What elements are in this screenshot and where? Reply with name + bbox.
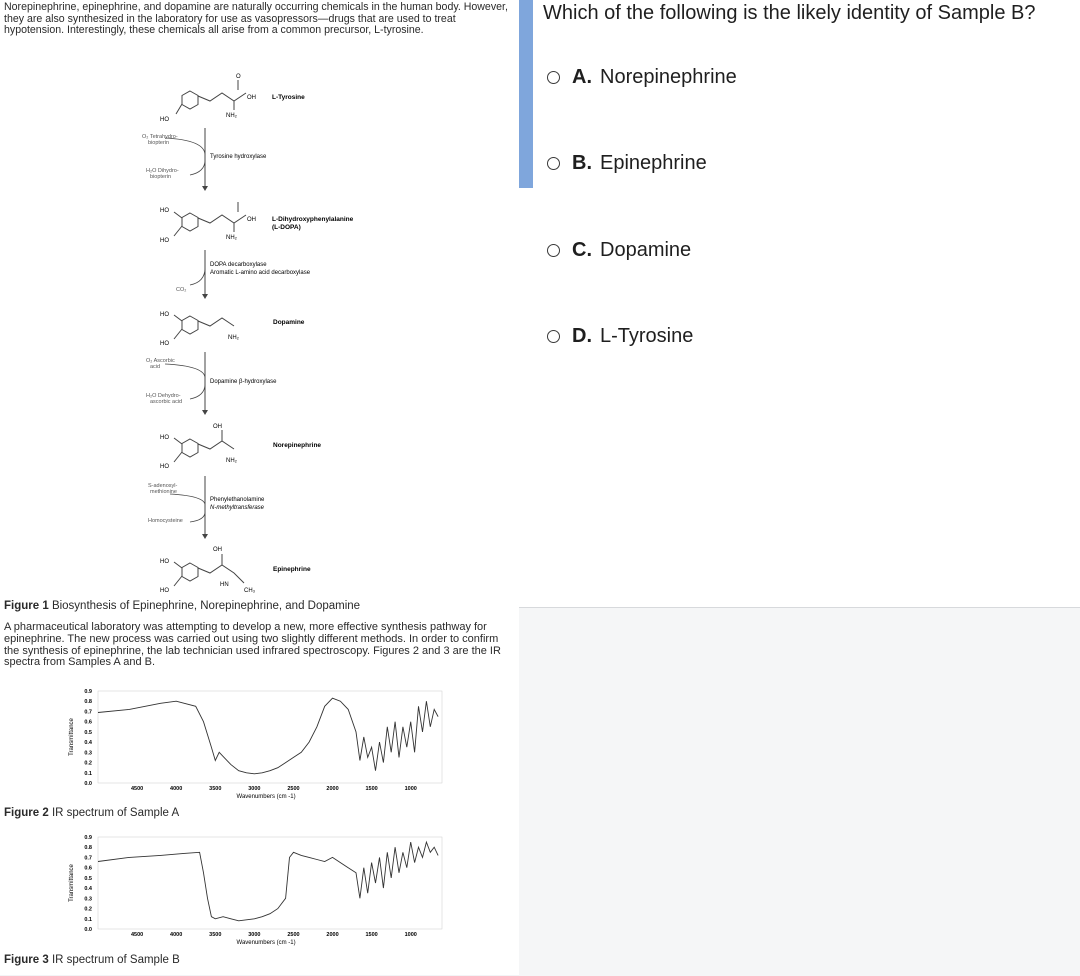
y-tick-label: 0.7 <box>84 709 92 716</box>
enzyme-pnmt-1: Phenylethanolamine <box>210 497 265 503</box>
option-label: Epinephrine <box>600 151 707 174</box>
tyrosine-structure <box>160 74 305 123</box>
y-axis-label: Transmittance <box>69 864 75 902</box>
cofactor-in-1b: biopterin <box>148 140 170 146</box>
answer-option-b[interactable] <box>547 148 707 178</box>
figure3-caption <box>4 954 180 966</box>
option-letter: D. <box>572 324 592 347</box>
y-tick-label: 0.4 <box>84 886 92 893</box>
cofactor-out-3: Homocysteine <box>148 518 183 524</box>
figure1-caption-text: Biosynthesis of Epinephrine, Norepinephrine, and Dopamine <box>51 600 361 612</box>
y-tick-label: 0.8 <box>84 699 92 706</box>
y-tick-label: 0.0 <box>84 927 92 933</box>
radio-icon[interactable] <box>547 244 560 257</box>
x-tick-label: 1500 <box>365 786 378 792</box>
y-tick-label: 0.6 <box>84 719 92 726</box>
figure2-caption-text: IR spectrum of Sample A <box>51 807 180 819</box>
spectrum-line <box>98 698 438 774</box>
tyrosine-ho-label: HO <box>160 117 169 123</box>
x-tick-label: 4000 <box>170 786 183 792</box>
option-letter: C. <box>572 238 592 261</box>
option-label: L-Tyrosine <box>600 324 694 347</box>
y-tick-label: 0.9 <box>84 835 92 841</box>
x-axis-label: Wavenumbers (cm -1) <box>236 940 296 946</box>
passage-intro: Norepinephrine, epinephrine, and dopamine are naturally occurring chemicals in the human body. However, they are also synthesized in the laboratory for use as vasopressors—drugs that are used to treat hypotension. Interestingly, these chemicals all arise from a common precursor, L-tyrosine. <box>4 1 508 37</box>
enzyme-dopamine-hydroxylase: Dopamine β-hydroxylase <box>210 379 277 385</box>
y-axis-label: Transmittance <box>69 718 75 756</box>
y-tick-label: 0.0 <box>84 781 92 787</box>
epinephrine-ho2-label: HO <box>160 588 169 594</box>
figure3-caption-text: IR spectrum of Sample B <box>51 954 180 966</box>
figure3-number: Figure 3 <box>4 954 49 966</box>
figure1-number: Figure 1 <box>4 600 49 612</box>
x-tick-label: 4500 <box>130 932 144 938</box>
epinephrine-hn-label: HN <box>220 582 229 588</box>
ldopa-ho2-label: HO <box>160 238 169 244</box>
epinephrine-ch3-label: CH₃ <box>244 588 256 594</box>
norepinephrine-oh-label: OH <box>213 424 222 430</box>
cofactor-in-2b: acid <box>150 364 161 370</box>
y-tick-label: 0.6 <box>84 865 92 872</box>
enzyme-dopa-decarboxylase: DOPA decarboxylase <box>210 262 267 268</box>
y-tick-label: 0.2 <box>84 760 92 767</box>
x-tick-label: 1500 <box>365 932 378 938</box>
y-tick-label: 0.2 <box>84 906 92 913</box>
y-tick-label: 0.8 <box>84 845 92 852</box>
option-label: Dopamine <box>600 238 692 261</box>
answer-option-a[interactable] <box>547 62 737 92</box>
y-tick-label: 0.4 <box>84 740 92 747</box>
radio-icon[interactable] <box>547 157 560 170</box>
dopamine-nh2-label: NH₂ <box>228 335 239 341</box>
ldopa-ho1-label: HO <box>160 208 169 214</box>
norepinephrine-ho1-label: HO <box>160 435 169 441</box>
norepinephrine-nh2-label: NH₂ <box>226 458 237 464</box>
cofactor-in-2: O₂ Ascorbic <box>146 358 175 364</box>
option-letter: B. <box>572 151 592 174</box>
ldopa-nh2-label: NH₂ <box>226 235 237 241</box>
x-tick-label: 2000 <box>326 786 339 792</box>
answer-option-d[interactable] <box>547 321 693 351</box>
x-tick-label: 2500 <box>287 932 300 938</box>
y-tick-label: 0.5 <box>84 729 92 736</box>
compound-label-dopamine: Dopamine <box>273 319 305 326</box>
spectrum-line <box>98 842 438 921</box>
figure1-caption <box>4 600 360 612</box>
y-tick-label: 0.5 <box>84 875 92 882</box>
x-axis-label: Wavenumbers (cm -1) <box>236 794 296 800</box>
question-accent-bar <box>519 0 533 188</box>
cofactor-in-3: S-adenosyl- <box>148 483 178 489</box>
y-tick-label: 0.1 <box>84 916 92 923</box>
passage-panel <box>0 0 519 975</box>
cofactor-out-co2: CO₂ <box>176 287 187 293</box>
norepinephrine-ho2-label: HO <box>160 464 169 470</box>
figure2-caption <box>4 807 179 819</box>
cofactor-in-1: O₂ Tetrahydro- <box>142 134 178 140</box>
tyrosine-o-label: O <box>236 74 241 80</box>
x-tick-label: 2500 <box>287 786 300 792</box>
tyrosine-nh2-label: NH₂ <box>226 113 237 119</box>
biosynthesis-figure <box>0 0 519 600</box>
cofactor-out-2: H₂O Dehydro- <box>146 393 181 399</box>
x-tick-label: 2000 <box>326 932 339 938</box>
x-tick-label: 3000 <box>248 932 261 938</box>
x-tick-label: 1000 <box>404 786 417 792</box>
cofactor-out-1b: biopterin <box>150 174 172 180</box>
y-tick-label: 0.3 <box>84 896 92 903</box>
x-tick-label: 3500 <box>209 932 222 938</box>
plot-area <box>98 837 442 929</box>
cofactor-out-2b: ascorbic acid <box>150 399 183 405</box>
ldopa-oh-label: OH <box>247 217 256 223</box>
figure2-number: Figure 2 <box>4 807 49 819</box>
y-tick-label: 0.1 <box>84 770 92 777</box>
dopamine-ho1-label: HO <box>160 312 169 318</box>
enzyme-tyrosine-hydroxylase: Tyrosine hydroxylase <box>210 154 267 160</box>
ir-spectrum-sample-b <box>0 828 519 948</box>
passage-body: A pharmaceutical laboratory was attempting to develop a new, more effective synthesis pathway for epinephrine. The new process was carried out using two slightly different methods. In order to confirm the synthesis of epinephrine, the lab technician used infrared spectroscopy. Figures 2 and 3 are the IR spectra from Samples A and B. <box>4 621 501 669</box>
epinephrine-ho1-label: HO <box>160 559 169 565</box>
option-letter: A. <box>572 65 592 88</box>
enzyme-aromatic-decarboxylase: Aromatic L-amino acid decarboxylase <box>210 270 311 276</box>
compound-label-ldopa: L-Dihydroxyphenylalanine <box>272 216 354 223</box>
enzyme-pnmt-2: N-methyltransferase <box>210 505 265 511</box>
cofactor-out-1: H₂O Dihydro- <box>146 168 179 174</box>
y-tick-label: 0.7 <box>84 855 92 862</box>
x-tick-label: 4500 <box>130 786 144 792</box>
ldopa-structure <box>160 202 354 244</box>
x-tick-label: 4000 <box>170 932 183 938</box>
epinephrine-structure <box>160 547 311 594</box>
compound-label-epinephrine: Epinephrine <box>273 566 311 573</box>
question-text: Which of the following is the likely identity of Sample B? <box>543 2 1036 24</box>
norepinephrine-structure <box>160 424 321 470</box>
compound-label-tyrosine: L-Tyrosine <box>272 94 305 101</box>
option-label: Norepinephrine <box>600 65 737 88</box>
x-tick-label: 1000 <box>404 932 417 938</box>
x-tick-label: 3500 <box>209 786 222 792</box>
x-tick-label: 3000 <box>248 786 261 792</box>
y-tick-label: 0.9 <box>84 689 92 695</box>
epinephrine-oh-label: OH <box>213 547 222 553</box>
plot-area <box>98 691 442 783</box>
radio-icon[interactable] <box>547 330 560 343</box>
ir-spectrum-sample-a <box>0 682 519 802</box>
empty-panel-area <box>519 607 1080 976</box>
cofactor-in-3b: methionine <box>150 489 177 495</box>
y-tick-label: 0.3 <box>84 750 92 757</box>
compound-label-ldopa-abbr: (L-DOPA) <box>272 224 301 231</box>
compound-label-norepinephrine: Norepinephrine <box>273 442 322 449</box>
dopamine-ho2-label: HO <box>160 341 169 347</box>
dopamine-structure <box>160 312 305 347</box>
radio-icon[interactable] <box>547 71 560 84</box>
answer-option-c[interactable] <box>547 235 691 265</box>
tyrosine-oh-label: OH <box>247 95 256 101</box>
